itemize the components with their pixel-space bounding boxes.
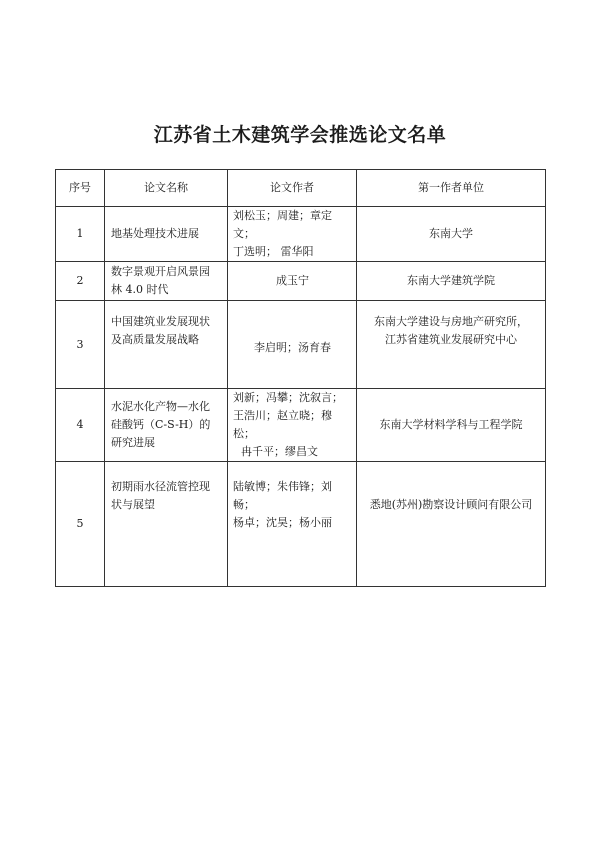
- row-title: [105, 301, 228, 389]
- title-line: 林 4.0 时代: [111, 283, 169, 296]
- table-row: [56, 301, 546, 389]
- unit-line: 东南大学材料学科与工程学院: [379, 418, 523, 431]
- row-seq: 2: [56, 262, 105, 301]
- author-line: 刘松玉；周建；章定文；: [233, 209, 332, 240]
- row-seq: 5: [56, 462, 105, 587]
- row-title: [105, 389, 228, 462]
- table-row: [56, 207, 546, 262]
- title-line: 初期雨水径流管控现: [111, 480, 210, 493]
- author-line: 李启明；汤育春: [254, 340, 331, 354]
- header-seq: 序号: [56, 170, 105, 207]
- unit-line: 东南大学: [429, 227, 473, 240]
- title-line: 中国建筑业发展现状: [111, 315, 210, 328]
- table-row: [56, 262, 546, 301]
- author-line: 刘新；冯攀；沈叙言；: [233, 391, 343, 404]
- title-line: 数字景观开启风景园: [111, 265, 210, 278]
- row-authors: [228, 207, 357, 262]
- row-unit: [357, 389, 546, 462]
- unit-line: 东南大学建设与房地产研究所，: [374, 315, 528, 328]
- row-unit: [357, 262, 546, 301]
- header-unit: 第一作者单位: [357, 170, 546, 207]
- title-line: 硅酸钙（C-S-H）的: [111, 418, 211, 431]
- table-header-row: [56, 170, 546, 207]
- header-title: 论文名称: [105, 170, 228, 207]
- author-line: 成玉宁: [276, 274, 309, 287]
- title-line: 研究进展: [111, 436, 155, 449]
- unit-line: 悉地(苏州)勘察设计顾问有限公司: [369, 498, 533, 511]
- unit-line: 江苏省建筑业发展研究中心: [385, 333, 517, 346]
- row-title: [105, 262, 228, 301]
- row-seq: 1: [56, 207, 105, 262]
- row-title: [105, 462, 228, 587]
- row-unit: [357, 301, 546, 389]
- author-line: 陆敏博；朱伟锋；刘畅；: [233, 480, 332, 511]
- row-seq: 3: [56, 301, 105, 389]
- page-title: 江苏省土木建筑学会推选论文名单: [153, 124, 447, 146]
- paper-list-table: [55, 169, 546, 587]
- row-authors: [228, 262, 357, 301]
- author-line: 冉千平；缪昌文: [241, 445, 318, 458]
- row-seq: 4: [56, 389, 105, 462]
- row-unit: [357, 207, 546, 262]
- unit-line: 东南大学建筑学院: [407, 274, 495, 287]
- title-line: 地基处理技术进展: [111, 227, 199, 240]
- author-line: 杨卓；沈昊；杨小丽: [233, 516, 332, 529]
- table-row: [56, 389, 546, 462]
- author-line: 丁选明； 雷华阳: [233, 245, 314, 258]
- row-authors: [228, 462, 357, 587]
- title-line: 水泥水化产物—水化: [111, 400, 210, 413]
- author-line: 王浩川；赵立晓；穆松；: [233, 409, 332, 440]
- header-authors: 论文作者: [228, 170, 357, 207]
- row-unit: [357, 462, 546, 587]
- row-authors: [228, 301, 357, 389]
- row-title: [105, 207, 228, 262]
- row-authors: [228, 389, 357, 462]
- table-row: [56, 462, 546, 587]
- title-line: 及高质量发展战略: [111, 333, 199, 346]
- title-line: 状与展望: [111, 498, 155, 511]
